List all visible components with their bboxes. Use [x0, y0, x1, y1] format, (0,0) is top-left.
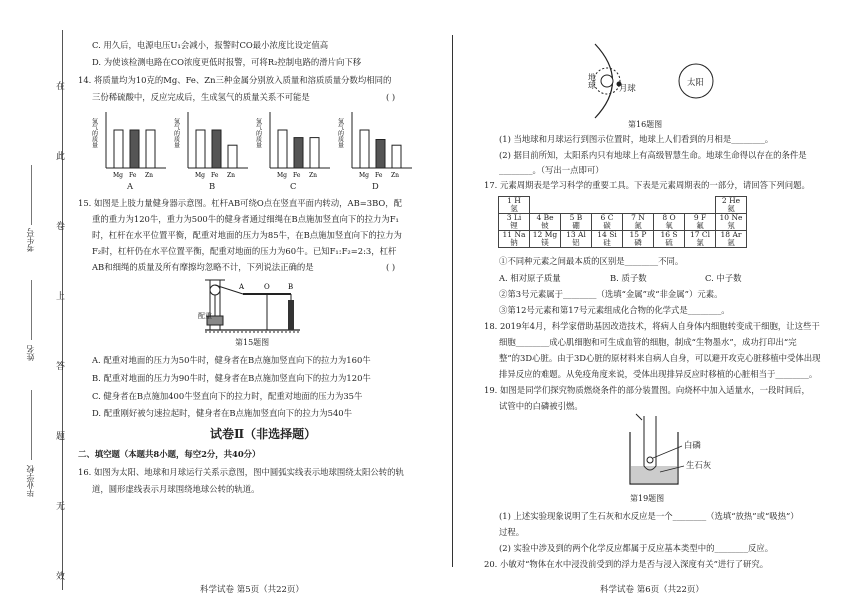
margin-char: 卷: [56, 222, 66, 232]
bar-mg: [114, 130, 123, 168]
q15-label-b: B: [288, 283, 294, 291]
q14-ylabel: 氢气的质量: [90, 118, 98, 148]
q18-line-1: 18. 2019年4月，科学家借助基因改造技术，将病人自身体内细胞转变成干细胞，让这些干: [484, 321, 820, 331]
bar-zn: [392, 145, 401, 168]
element-cell: [654, 197, 685, 214]
q17-stem: 17. 元素周期表是学习科学的重要工具。下表是元素周期表的一部分，请回答下列问题。: [484, 180, 810, 190]
element-cell: 2 He 氦: [716, 197, 747, 214]
margin-char: 上: [56, 292, 66, 302]
q18-line-2: 细胞________成心肌细胞和可生成血管的细胞，制成“生物墨水”，成功打印出“完: [499, 337, 797, 347]
q17-sub-2: ②第3号元素属于________（选填“金属”或“非金属”）元素。: [499, 289, 723, 299]
q15-option-b[interactable]: B. 配重对地面的压力为90牛时，健身者在B点施加竖直向下的拉力为120牛: [92, 373, 371, 383]
q14-option-b[interactable]: B: [209, 181, 216, 191]
metal-label: Zn: [309, 172, 318, 179]
element-cell: 6 C 碳: [592, 214, 623, 231]
binding-margin: [0, 0, 78, 607]
q16-sub-2b: ________。（写出一点即可）: [499, 165, 604, 175]
element-cell: 7 N 氮: [623, 214, 654, 231]
q17-opt-c[interactable]: C. 中子数: [705, 273, 742, 283]
element-cell: 13 Al 铝: [561, 231, 592, 248]
element-cell: [561, 197, 592, 214]
exam-number-label: 考生号: [26, 228, 35, 252]
q14-option-a[interactable]: A: [127, 181, 134, 191]
q14-option-c[interactable]: C: [290, 181, 297, 191]
element-cell: 10 Ne 氖: [716, 214, 747, 231]
q15-option-d[interactable]: D. 配重刚好被匀速拉起时，健身者在B点施加竖直向下的拉力为540牛: [92, 408, 353, 418]
q19-sub-1b: 过程。: [499, 527, 525, 537]
school-line[interactable]: [31, 390, 32, 460]
q17-sub-3: ③第12号元素和第17号元素组成化合物的化学式是________。: [499, 305, 730, 315]
q14-ylabel: 氢气的质量: [172, 118, 180, 148]
bar-mg: [278, 130, 287, 168]
earth-text: 地球: [587, 73, 597, 89]
bar-fe: [376, 140, 385, 169]
q19-stem-2: 试管中的白磷被引燃。: [499, 401, 583, 411]
q15-line-5: AB和细绳的质量及所有摩擦均忽略不计，下列说法正确的是: [92, 262, 314, 272]
metal-label: Mg: [359, 172, 369, 179]
margin-char: 效: [56, 572, 66, 582]
q15-line-4: F₂时，杠杆仍在水平位置平衡，配重对地面的压力为60牛。已知F₁:F₂=2:3，杠杆: [92, 246, 397, 256]
q17-sub-1: ①不同种元素之间最本质的区别是________不同。: [499, 256, 684, 266]
metal-label: Zn: [391, 172, 400, 179]
q15-label-a: A: [239, 283, 245, 291]
white-phosphorus-label: 白磷: [684, 440, 701, 450]
q19-figure: [600, 414, 720, 488]
bar-fe: [294, 138, 303, 168]
bar-mg: [196, 130, 205, 168]
element-cell: 11 Na 钠: [499, 231, 530, 248]
name-line[interactable]: [31, 280, 32, 340]
margin-char: 在: [56, 82, 66, 92]
element-cell: 8 O 氧: [654, 214, 685, 231]
q16-line-2: 道，圆形虚线表示月球围绕地球公转的轨道。: [92, 484, 260, 494]
periodic-table: [498, 196, 747, 248]
metal-label: Fe: [293, 172, 301, 179]
q13-option-d: D. 为使该检测电路在CO浓度更低时报警，可将R₂控制电路的滑片向下移: [92, 57, 362, 67]
element-cell: 17 Cl 氯: [685, 231, 716, 248]
q14-answer-bracket[interactable]: ( ): [386, 92, 396, 102]
element-cell: 14 Si 硅: [592, 231, 623, 248]
name-label: 姓名: [26, 345, 35, 361]
element-cell: 15 P 磷: [623, 231, 654, 248]
bar-fe: [130, 130, 139, 168]
q14-stem-2: 三份稀硫酸中，反应完成后，生成氢气的质量关系不可能是: [92, 92, 310, 102]
q13-option-c: C. 用久后，电源电压U₁会减小，报警时CO最小浓度比设定值高: [92, 40, 329, 50]
periodic-row: [499, 197, 747, 214]
school-label: 毕业学校: [26, 465, 35, 497]
exam-number-line[interactable]: [31, 165, 32, 225]
q14-ylabel: 氢气的质量: [336, 118, 344, 148]
periodic-row: [499, 231, 747, 248]
margin-char: 此: [56, 152, 66, 162]
q15-line-2: 重的重力为120牛，重力为500牛的健身者通过细绳在B点施加竖直向下的拉力为F₁: [92, 214, 399, 224]
q19-stem-1: 19. 如图是同学们探究物质燃烧条件的部分装置图。向烧杯中加入适量水，一段时间后，: [484, 385, 810, 395]
q14-option-d[interactable]: D: [372, 181, 379, 191]
element-cell: 9 F 氟: [685, 214, 716, 231]
q16-sub-1: (1) 当地球和月球运行到图示位置时，地球上人们看到的月相是________。: [499, 134, 774, 144]
quicklime-label: 生石灰: [686, 460, 712, 470]
element-cell: [623, 197, 654, 214]
q17-opt-a[interactable]: A. 相对原子质量: [499, 273, 561, 283]
moon-text: 月球: [619, 83, 636, 93]
element-cell: [530, 197, 561, 214]
q16-sub-2: (2) 据目前所知，太阳系内只有地球上有高级智慧生命。地球生命得以存在的条件是: [499, 150, 807, 160]
margin-char: 答: [56, 362, 66, 372]
q15-label-o: O: [264, 283, 270, 291]
element-cell: 1 H 氢: [499, 197, 530, 214]
metal-label: Fe: [211, 172, 219, 179]
element-cell: 16 S 硫: [654, 231, 685, 248]
q19-sub-2: (2) 实验中涉及到的两个化学反应都属于反应基本类型中的________反应。: [499, 543, 774, 553]
q16-line-1: 16. 如图为太阳、地球和月球运行关系示意图，图中圆弧实线表示地球围绕太阳公转的轨: [78, 467, 404, 477]
element-cell: [592, 197, 623, 214]
q14-ylabel: 氢气的质量: [254, 118, 262, 148]
metal-label: Mg: [113, 172, 123, 179]
element-cell: 18 Ar 氩: [716, 231, 747, 248]
metal-label: Mg: [195, 172, 205, 179]
q15-option-c[interactable]: C. 健身者在B点施加400牛竖直向下的拉力时，配重对地面的压力为35牛: [92, 391, 363, 401]
bar-zn: [228, 145, 237, 168]
metal-label: Fe: [129, 172, 137, 179]
bar-mg: [360, 130, 369, 168]
fill-in-header: 二、填空题（本题共8小题，每空2分，共40分）: [78, 449, 261, 459]
q15-line-1: 15. 如图是上肢力量健身器示意图。杠杆AB可绕O点在竖直平面内转动，AB=3BO，配: [78, 198, 403, 208]
bar-zn: [146, 130, 155, 168]
q16-caption: 第16题图: [628, 120, 663, 129]
margin-char: 题: [56, 432, 66, 442]
q19-sub-1: (1) 上述实验现象说明了生石灰和水反应是一个________（选填“放热”或“吸热”）: [499, 511, 799, 521]
metal-label: Zn: [227, 172, 236, 179]
q20-stem: 20. 小敏对“物体在水中浸没前受到的浮力是否与浸入深度有关”进行了研究。: [484, 559, 769, 569]
q15-answer-bracket[interactable]: ( ): [386, 262, 396, 272]
sun-text: 太阳: [687, 77, 704, 87]
q15-label-weight: 配重: [198, 312, 212, 320]
q17-opt-b[interactable]: B. 质子数: [610, 273, 647, 283]
element-cell: 5 B 硼: [561, 214, 592, 231]
q18-line-4: 排异反应的难题。从免疫角度来说，受体出现排异反应时移植的心脏相当于________。: [499, 369, 818, 379]
metal-label: Zn: [145, 172, 154, 179]
element-cell: 4 Be 铍: [530, 214, 561, 231]
left-footer: 科学试卷 第5页（共22页）: [200, 585, 304, 595]
q15-option-a[interactable]: A. 配重对地面的压力为50牛时，健身者在B点施加竖直向下的拉力为160牛: [92, 355, 371, 365]
bar-zn: [310, 138, 319, 168]
periodic-row: [499, 214, 747, 231]
metal-label: Mg: [277, 172, 287, 179]
q14-charts: [92, 108, 432, 190]
element-cell: 3 Li 锂: [499, 214, 530, 231]
margin-char: 无: [56, 502, 66, 512]
metal-label: Fe: [375, 172, 383, 179]
q18-line-3: 整”的3D心脏。由于3D心脏的原材料来自病人自身，可以避开攻克心脏移植中受体出现: [499, 353, 821, 363]
bar-fe: [212, 130, 221, 168]
element-cell: [685, 197, 716, 214]
page-divider: [452, 35, 453, 567]
q15-caption: 第15题图: [235, 338, 270, 347]
q15-figure: [195, 276, 305, 334]
right-footer: 科学试卷 第6页（共22页）: [600, 585, 704, 595]
section-title: 试卷Ⅱ（非选择题）: [210, 427, 317, 441]
q19-caption: 第19题图: [630, 494, 665, 503]
element-cell: 12 Mg 镁: [530, 231, 561, 248]
q14-stem-1: 14. 将质量均为10克的Mg、Fe、Zn三种金属分别放入质量和溶质质量分数均相同的: [78, 75, 392, 85]
q15-line-3: 时，杠杆在水平位置平衡，配重对地面的压力为85牛，在B点施加竖直向下的拉力为: [92, 230, 402, 240]
